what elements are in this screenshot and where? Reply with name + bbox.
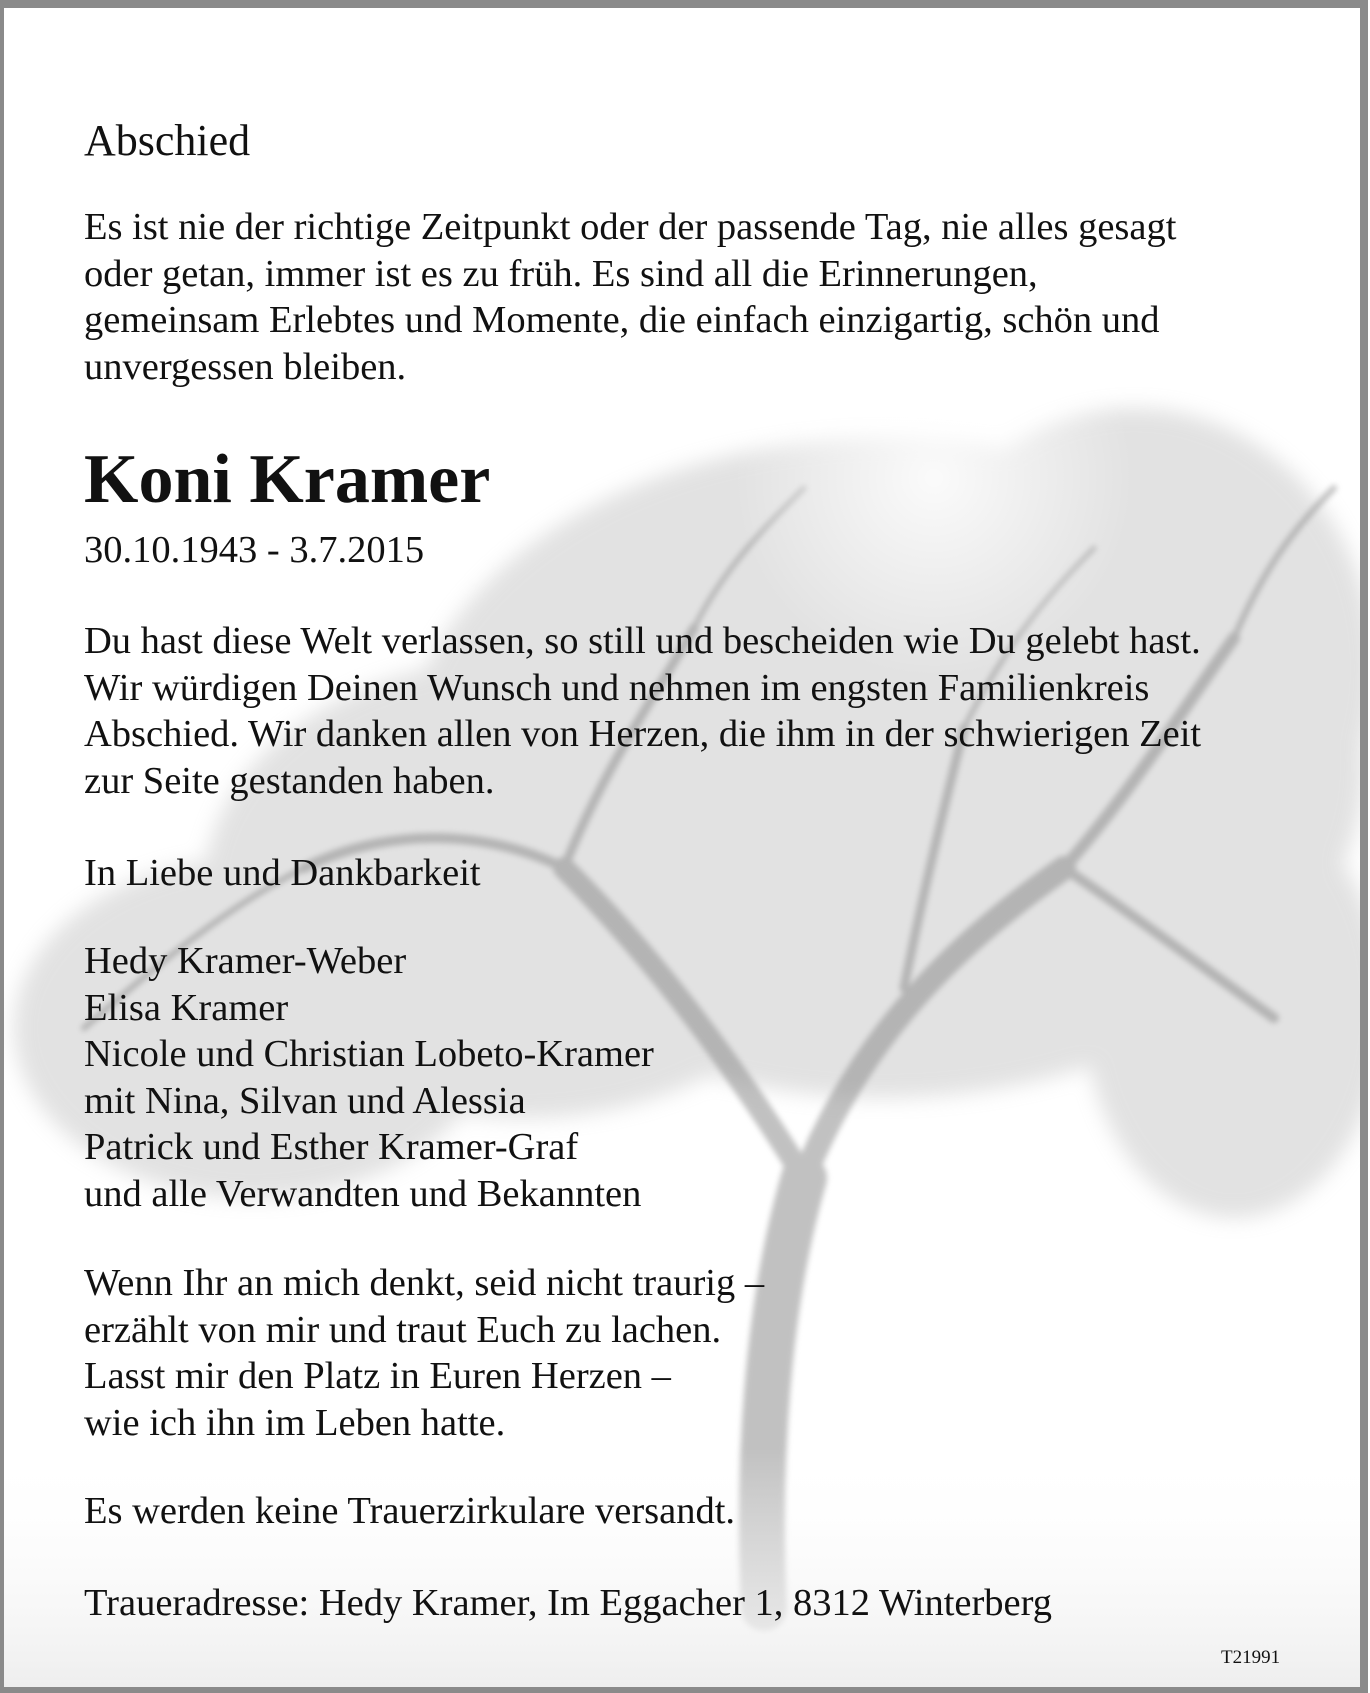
closing: [84, 850, 481, 897]
message-line: Du hast diese Welt verlassen, so still und bescheiden wie Du gelebt hast.: [84, 620, 1201, 662]
mourner-line: Patrick und Esther Kramer-Graf: [84, 1126, 579, 1168]
intro-line: oder getan, immer ist es zu früh. Es sind all die Erinnerungen,: [84, 252, 1038, 295]
intro-line: Es ist nie der richtige Zeitpunkt oder der passende Tag, nie alles gesagt: [84, 206, 1177, 248]
intro-text: [84, 204, 1176, 390]
mourner-line: Hedy Kramer-Weber: [84, 940, 407, 982]
mourners-list: [84, 938, 654, 1217]
poem-line: Lasst mir den Platz in Euren Herzen –: [84, 1355, 671, 1397]
message-line: zur Seite gestanden haben.: [84, 759, 495, 802]
address-text: Traueradresse: Hedy Kramer, Im Eggacher 1, 8312 Winterberg: [84, 1582, 1053, 1624]
notice: [84, 1488, 735, 1535]
life-dates-text: 30.10.1943 - 3.7.2015: [84, 529, 425, 571]
mourner-line: Elisa Kramer: [84, 986, 289, 1029]
mourner-line: und alle Verwandten und Bekannten: [84, 1172, 642, 1215]
poem-line: erzählt von mir und traut Euch zu lachen.: [84, 1308, 722, 1351]
mourner-line: Nicole und Christian Lobeto-Kramer: [84, 1033, 654, 1075]
notice-text: Es werden keine Trauerzirkulare versandt.: [84, 1490, 736, 1532]
poem-line: Wenn Ihr an mich denkt, seid nicht traurig –: [84, 1262, 765, 1304]
intro-line: unvergessen bleiben.: [84, 345, 407, 388]
ad-code: T21991: [1221, 1647, 1281, 1668]
life-dates: [84, 527, 424, 574]
message-line: Wir würdigen Deinen Wunsch und nehmen im engsten Familienkreis: [84, 666, 1150, 709]
message-text: [84, 618, 1201, 804]
intro-line: gemeinsam Erlebtes und Momente, die einfach einzigartig, schön und: [84, 299, 1160, 341]
closing-text: In Liebe und Dankbarkeit: [84, 852, 481, 894]
message-line: Abschied. Wir danken allen von Herzen, die ihm in der schwierigen Zeit: [84, 713, 1202, 755]
heading: Abschied: [84, 116, 251, 165]
deceased-name: Koni Kramer: [84, 441, 491, 518]
mourning-address: [84, 1580, 1052, 1627]
mourner-line: mit Nina, Silvan und Alessia: [84, 1079, 526, 1122]
poem: [84, 1260, 764, 1446]
poem-line: wie ich ihn im Leben hatte.: [84, 1401, 506, 1444]
